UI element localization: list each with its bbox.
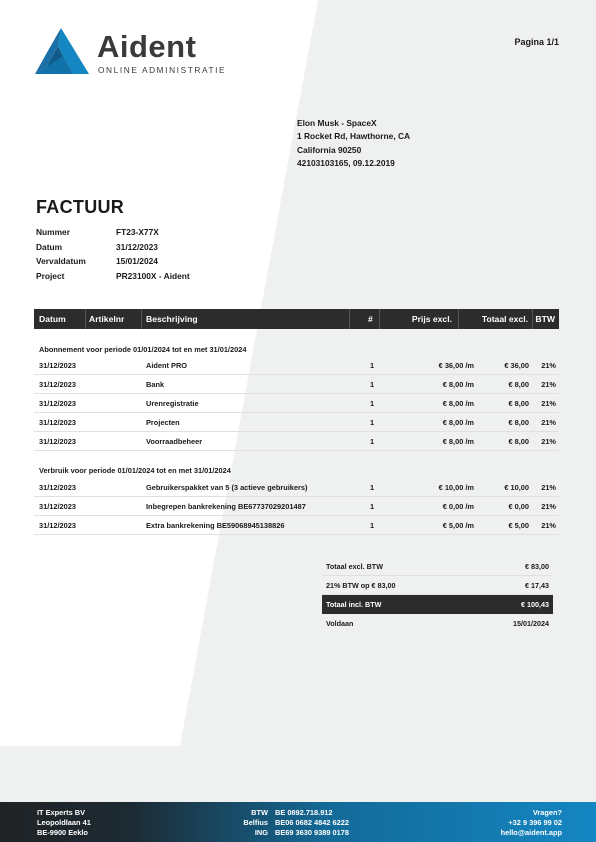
meta-row-vervaldatum: [36, 254, 190, 269]
meta-row-datum: [36, 240, 190, 255]
cell-btw: 21%: [541, 437, 556, 446]
document-title: FACTUUR: [36, 197, 125, 217]
footer-bank-value: BE 0892.718.912: [275, 808, 333, 817]
recipient-line: 1 Rocket Rd, Hawthorne, CA: [297, 131, 411, 142]
total-value: € 83,00: [525, 561, 549, 571]
cell-prijs: € 0,00 /m: [442, 502, 474, 511]
meta-value: FT23-X77X: [116, 227, 159, 238]
logo-wordmark: Aident: [97, 29, 197, 64]
header-divider: [532, 309, 533, 329]
cell-datum: 31/12/2023: [39, 361, 76, 370]
table-row: [34, 375, 559, 394]
meta-row-nummer: [36, 225, 190, 240]
cell-totaal: € 8,00: [508, 399, 529, 408]
total-value: € 100,43: [521, 600, 549, 609]
cell-beschrijving: Gebruikerspakket van 5 (3 actieve gebruikers): [146, 483, 308, 492]
total-excl-row: [322, 557, 553, 576]
footer-contact-question: Vragen?: [532, 808, 562, 817]
cell-datum: 31/12/2023: [39, 418, 76, 427]
footer-company-line: IT Experts BV: [37, 808, 86, 817]
header-divider: [379, 309, 380, 329]
cell-prijs: € 8,00 /m: [442, 418, 474, 427]
footer-company-line: BE-9900 Eeklo: [37, 828, 88, 838]
footer-phone-link[interactable]: +32 9 396 99 02: [508, 818, 562, 828]
cell-btw: 21%: [541, 399, 556, 408]
cell-qty: 1: [370, 399, 375, 408]
table-row: [34, 394, 559, 413]
section-title-verbruik: Verbruik voor periode 01/01/2024 tot en met 31/01/2024: [39, 466, 231, 475]
cell-datum: 31/12/2023: [39, 483, 76, 492]
header-divider: [141, 309, 142, 329]
meta-label: Project: [36, 270, 65, 281]
footer-bank-values: [275, 808, 349, 839]
cell-qty: 1: [370, 437, 375, 446]
cell-datum: 31/12/2023: [39, 521, 76, 530]
header-datum: Datum: [39, 314, 66, 324]
footer-bank-label: Belfius: [243, 818, 268, 828]
header-divider: [349, 309, 350, 329]
cell-totaal: € 10,00: [504, 483, 529, 492]
cell-prijs: € 8,00 /m: [442, 399, 474, 408]
cell-prijs: € 36,00 /m: [438, 361, 474, 370]
cell-totaal: € 5,00: [508, 521, 529, 530]
meta-value: 15/01/2024: [116, 256, 158, 267]
cell-beschrijving: Extra bankrekening BE59068945138826: [146, 521, 285, 530]
header-divider: [458, 309, 459, 329]
footer-bank-labels: [230, 808, 268, 839]
meta-label: Datum: [36, 241, 63, 252]
cell-qty: 1: [370, 418, 375, 427]
cell-datum: 31/12/2023: [39, 399, 76, 408]
meta-label: Vervaldatum: [36, 256, 86, 267]
recipient-address: [297, 117, 410, 170]
cell-qty: 1: [370, 380, 375, 389]
cell-btw: 21%: [541, 521, 556, 530]
cell-beschrijving: Projecten: [146, 418, 180, 427]
vat-row: [322, 576, 553, 595]
cell-prijs: € 8,00 /m: [442, 380, 474, 389]
total-value: 15/01/2024: [513, 619, 549, 628]
cell-qty: 1: [370, 361, 375, 370]
cell-prijs: € 10,00 /m: [438, 483, 474, 492]
cell-qty: 1: [370, 521, 375, 530]
section-title-abonnement: Abonnement voor periode 01/01/2024 tot en met 31/01/2024: [39, 345, 247, 354]
cell-beschrijving: Voorraadbeheer: [146, 437, 203, 446]
aident-logo: [35, 28, 225, 78]
footer-bank-value: BE06 0682 4842 6222: [275, 818, 349, 828]
recipient-line: California 90250: [297, 144, 362, 155]
cell-totaal: € 8,00: [508, 380, 529, 389]
footer-company: [37, 808, 91, 839]
total-label: Totaal incl. BTW: [326, 600, 382, 609]
cell-datum: 31/12/2023: [39, 502, 76, 511]
cell-prijs: € 5,00 /m: [442, 521, 474, 530]
table-header: [34, 309, 559, 329]
meta-row-project: [36, 269, 190, 284]
cell-beschrijving: Urenregistratie: [146, 399, 199, 408]
cell-beschrijving: Bank: [146, 380, 165, 389]
recipient-line: 42103103165, 09.12.2019: [297, 157, 395, 168]
cell-beschrijving: Inbegrepen bankrekening BE67737029201487: [146, 502, 306, 511]
footer-bank-label: ING: [254, 828, 268, 838]
total-label: Voldaan: [326, 619, 354, 628]
logo-mountain-icon: [35, 28, 91, 76]
table-row: [34, 478, 559, 497]
logo-tagline: ONLINE ADMINISTRATIE: [98, 65, 227, 75]
footer-bank-value: BE69 3630 9389 0178: [275, 828, 349, 838]
footer-contact: [501, 808, 562, 839]
footer-email-link[interactable]: hello@aident.app: [500, 828, 562, 838]
cell-totaal: € 36,00: [504, 361, 529, 370]
page-indicator: Pagina 1/1: [514, 37, 559, 47]
invoice-meta: [36, 225, 190, 283]
table-row: [34, 432, 559, 451]
header-prijs: Prijs excl.: [411, 314, 452, 324]
total-label: 21% BTW op € 83,00: [326, 580, 396, 590]
cell-btw: 21%: [541, 502, 556, 511]
footer-bar: [0, 802, 596, 842]
cell-btw: 21%: [541, 380, 556, 389]
total-value: € 17,43: [525, 580, 549, 590]
meta-label: Nummer: [36, 227, 70, 238]
table-row: [34, 413, 559, 432]
meta-value: PR23100X - Aident: [116, 270, 190, 281]
header-artikelnr: Artikelnr: [89, 314, 125, 324]
cell-btw: 21%: [541, 418, 556, 427]
totals-box: [322, 557, 553, 633]
cell-totaal: € 8,00: [508, 437, 529, 446]
cell-qty: 1: [370, 483, 375, 492]
table-row: [34, 497, 559, 516]
cell-btw: 21%: [541, 483, 556, 492]
header-divider: [85, 309, 86, 329]
cell-datum: 31/12/2023: [39, 380, 76, 389]
table-row: [34, 516, 559, 535]
header-beschrijving: Beschrijving: [146, 314, 198, 324]
footer-bank-label: BTW: [251, 808, 268, 817]
total-label: Totaal excl. BTW: [326, 561, 383, 571]
footer-company-line: Leopoldlaan 41: [37, 818, 91, 828]
cell-totaal: € 8,00: [508, 418, 529, 427]
total-incl-row: [322, 595, 553, 614]
cell-prijs: € 8,00 /m: [442, 437, 474, 446]
meta-value: 31/12/2023: [116, 241, 158, 252]
cell-totaal: € 0,00: [508, 502, 529, 511]
cell-qty: 1: [370, 502, 375, 511]
cell-beschrijving: Aident PRO: [146, 361, 188, 370]
header-qty: #: [368, 314, 373, 324]
cell-btw: 21%: [541, 361, 556, 370]
table-row: [34, 356, 559, 375]
header-totaal: Totaal excl.: [481, 314, 528, 324]
paid-row: [322, 614, 553, 633]
cell-datum: 31/12/2023: [39, 437, 76, 446]
header-btw: BTW: [535, 314, 555, 324]
recipient-line: Elon Musk - SpaceX: [297, 118, 377, 128]
